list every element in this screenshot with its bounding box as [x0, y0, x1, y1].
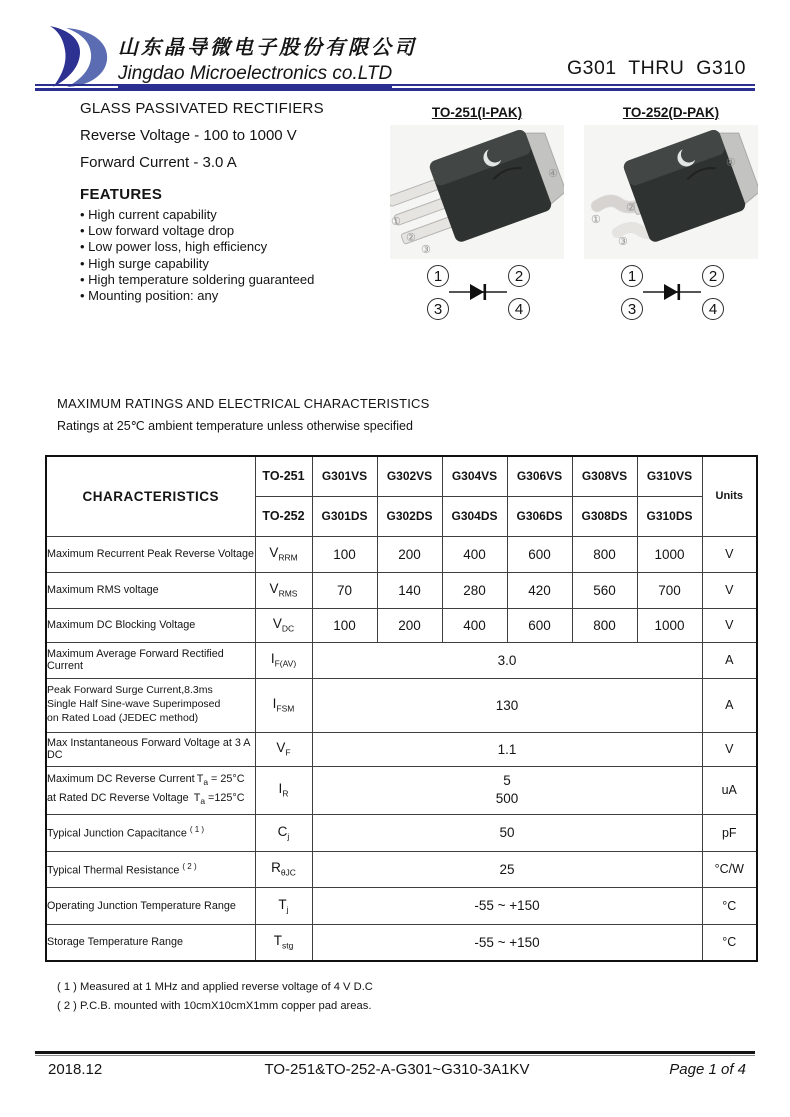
package-to251 — [390, 105, 564, 325]
features-heading: FEATURES — [80, 186, 163, 203]
symbol-cell: $V_F$ — [255, 732, 312, 766]
photo-pin2-label: ② — [626, 202, 636, 214]
feature-item: • High temperature soldering guaranteed — [80, 271, 315, 287]
part-number-cell: G302VS — [377, 456, 442, 496]
package-to252-cell: TO-252 — [255, 496, 312, 536]
table-row-vrrm — [46, 536, 757, 572]
feature-item: • High surge capability — [80, 255, 209, 271]
features-list — [80, 207, 410, 304]
part-number-cell: G310VS — [637, 456, 702, 496]
part-number-cell: G306DS — [507, 496, 572, 536]
footnote-2: ( 2 ) P.C.B. mounted with 10cmX10cmX1mm copper pad areas. — [57, 1000, 372, 1012]
product-title: GLASS PASSIVATED RECTIFIERS — [80, 100, 324, 117]
value-cell: 800 — [572, 536, 637, 572]
unit-cell: °C — [702, 924, 757, 961]
symbol-cell: $C_j$ — [255, 814, 312, 851]
symbol-cell: $V_{RRM}$ — [255, 536, 312, 572]
table-row-tj — [46, 887, 757, 924]
unit-cell: V — [702, 732, 757, 766]
diode-symbol-icon — [449, 282, 507, 302]
characteristic-cell: Maximum DC Reverse Current $T_a = 25^\circ C$ at Rated DC Reverse Voltage $T_a =125^\circ C$ — [46, 766, 255, 814]
part-number-cell: G304DS — [442, 496, 507, 536]
header-divider — [35, 84, 755, 91]
package-to252-photo — [584, 125, 758, 259]
table-row-vdc — [46, 608, 757, 642]
unit-cell: °C/W — [702, 851, 757, 887]
footer-doc-code: TO-251&TO-252-A-G301~G310-3A1KV — [264, 1061, 530, 1078]
part-number-cell: G301VS — [312, 456, 377, 496]
product-summary — [80, 100, 410, 304]
pin-4-badge: 4 — [508, 298, 530, 320]
footer-page-number: Page 1 of 4 — [669, 1061, 746, 1078]
feature-item: • Low power loss, high efficiency — [80, 239, 268, 255]
unit-cell: V — [702, 536, 757, 572]
package-to251-photo — [390, 125, 564, 259]
pin-2-badge: 2 — [508, 265, 530, 287]
value-cell: 100 — [312, 536, 377, 572]
unit-cell: V — [702, 572, 757, 608]
value-cell: 200 — [377, 536, 442, 572]
table-row-vf — [46, 732, 757, 766]
part-number-cell: G306VS — [507, 456, 572, 496]
value-cell: 1.1 — [312, 732, 702, 766]
symbol-cell: $R_{\theta JC}$ — [255, 851, 312, 887]
value-cell: 400 — [442, 536, 507, 572]
to251-pin-schematic — [390, 265, 564, 325]
unit-cell: pF — [702, 814, 757, 851]
feature-item: • Low forward voltage drop — [80, 223, 235, 239]
symbol-cell: $I_{F(AV)}$ — [255, 642, 312, 678]
characteristic-cell: Maximum RMS voltage — [46, 572, 255, 608]
pin-4-badge: 4 — [702, 298, 724, 320]
photo-pin4-label: ④ — [726, 157, 736, 169]
value-cell: 5 500 — [312, 766, 702, 814]
package-to251-title: TO-251(I-PAK) — [431, 105, 523, 120]
characteristic-cell: Operating Junction Temperature Range — [46, 887, 255, 924]
package-section — [390, 105, 758, 325]
characteristic-cell: Storage Temperature Range — [46, 924, 255, 961]
company-name-english: Jingdao Microelectronics co.LTD — [118, 63, 392, 88]
value-cell: 50 — [312, 814, 702, 851]
symbol-cell: $I_{FSM}$ — [255, 678, 312, 732]
footer — [48, 1061, 746, 1078]
company-logo-icon — [46, 26, 120, 88]
photo-pin4-label: ④ — [548, 168, 558, 180]
value-cell: 600 — [507, 536, 572, 572]
value-cell: 280 — [442, 572, 507, 608]
characteristic-cell: Maximum DC Blocking Voltage — [46, 608, 255, 642]
forward-current-line: Forward Current - 3.0 A — [80, 154, 237, 171]
value-cell: 1000 — [637, 536, 702, 572]
symbol-cell: $I_R$ — [255, 766, 312, 814]
company-name-chinese: 山东晶导微电子股份有限公司 — [118, 37, 417, 59]
value-cell: -55 ~ +150 — [312, 887, 702, 924]
value-cell: -55 ~ +150 — [312, 924, 702, 961]
ratings-heading: MAXIMUM RATINGS AND ELECTRICAL CHARACTERISTICS — [57, 396, 430, 411]
symbol-cell: $T_{stg}$ — [255, 924, 312, 961]
pin-1-badge: 1 — [427, 265, 449, 287]
table-row-rthjc — [46, 851, 757, 887]
ratings-heading-block — [57, 396, 430, 433]
feature-item: • High current capability — [80, 207, 217, 222]
unit-cell: uA — [702, 766, 757, 814]
value-cell: 400 — [442, 608, 507, 642]
table-row-vrms — [46, 572, 757, 608]
unit-cell: V — [702, 608, 757, 642]
unit-cell: A — [702, 642, 757, 678]
diode-symbol-icon — [643, 282, 701, 302]
symbol-cell: $V_{DC}$ — [255, 608, 312, 642]
value-cell: 25 — [312, 851, 702, 887]
value-cell: 1000 — [637, 608, 702, 642]
feature-item: • Mounting position: any — [80, 288, 219, 304]
units-header-cell: Units — [702, 456, 757, 536]
table-row-ifsm — [46, 678, 757, 732]
reverse-voltage-line: Reverse Voltage - 100 to 1000 V — [80, 127, 297, 144]
pin-3-badge: 3 — [427, 298, 449, 320]
characteristic-cell: Max Instantaneous Forward Voltage at 3 A DC — [46, 732, 255, 766]
footnote-1: ( 1 ) Measured at 1 MHz and applied reverse voltage of 4 V D.C — [57, 981, 373, 993]
part-number-cell: G301DS — [312, 496, 377, 536]
ratings-subheading: Ratings at 25℃ ambient temperature unless otherwise specified — [57, 419, 413, 433]
characteristic-cell: Maximum Recurrent Peak Reverse Voltage — [46, 536, 255, 572]
part-number-cell: G304VS — [442, 456, 507, 496]
characteristic-cell: Typical Thermal Resistance $^{( 2 )}$ — [46, 851, 255, 887]
characteristic-cell: Peak Forward Surge Current,8.3ms Single Half Sine-wave Superimposed on Rated Load (JEDEC method) — [46, 678, 255, 732]
pin-1-badge: 1 — [621, 265, 643, 287]
pin-3-badge: 3 — [621, 298, 643, 320]
part-number-cell: G302DS — [377, 496, 442, 536]
to252-pin-schematic — [584, 265, 758, 325]
part-number-cell: G310DS — [637, 496, 702, 536]
part-range-title: G301 THRU G310 — [566, 57, 746, 79]
package-to251-cell: TO-251 — [255, 456, 312, 496]
value-cell: 200 — [377, 608, 442, 642]
value-cell: 3.0 — [312, 642, 702, 678]
table-row-ifav — [46, 642, 757, 678]
table-row-ir — [46, 766, 757, 814]
characteristics-header-cell: CHARACTERISTICS — [46, 456, 255, 536]
table-header-row-vs — [46, 456, 757, 496]
to251-package-illustration — [390, 125, 564, 259]
characteristic-cell: Typical Junction Capacitance $^{( 1 )}$ — [46, 814, 255, 851]
value-cell: 800 — [572, 608, 637, 642]
to252-package-illustration — [584, 125, 758, 259]
footer-date: 2018.12 — [48, 1061, 103, 1078]
value-cell: 600 — [507, 608, 572, 642]
photo-pin1-label: ① — [591, 214, 601, 226]
part-number-cell: G308DS — [572, 496, 637, 536]
ratings-table — [45, 455, 758, 962]
pin-2-badge: 2 — [702, 265, 724, 287]
symbol-cell: $T_j$ — [255, 887, 312, 924]
symbol-cell: $V_{RMS}$ — [255, 572, 312, 608]
value-cell: 130 — [312, 678, 702, 732]
company-block — [118, 31, 417, 88]
unit-cell: °C — [702, 887, 757, 924]
table-row-cj — [46, 814, 757, 851]
photo-pin1-label: ① — [391, 216, 401, 228]
footer-divider — [35, 1051, 755, 1056]
photo-pin2-label: ② — [406, 232, 416, 244]
footnotes — [57, 978, 373, 1016]
unit-cell: A — [702, 678, 757, 732]
value-cell: 100 — [312, 608, 377, 642]
photo-pin3-label: ③ — [618, 236, 628, 248]
value-cell: 420 — [507, 572, 572, 608]
value-cell: 700 — [637, 572, 702, 608]
value-cell: 560 — [572, 572, 637, 608]
package-to252 — [584, 105, 758, 325]
photo-pin3-label: ③ — [421, 244, 431, 256]
package-to252-title: TO-252(D-PAK) — [622, 105, 720, 120]
part-number-cell: G308VS — [572, 456, 637, 496]
value-cell: 70 — [312, 572, 377, 608]
table-row-tstg — [46, 924, 757, 961]
characteristic-cell: Maximum Average Forward Rectified Current — [46, 642, 255, 678]
value-cell: 140 — [377, 572, 442, 608]
